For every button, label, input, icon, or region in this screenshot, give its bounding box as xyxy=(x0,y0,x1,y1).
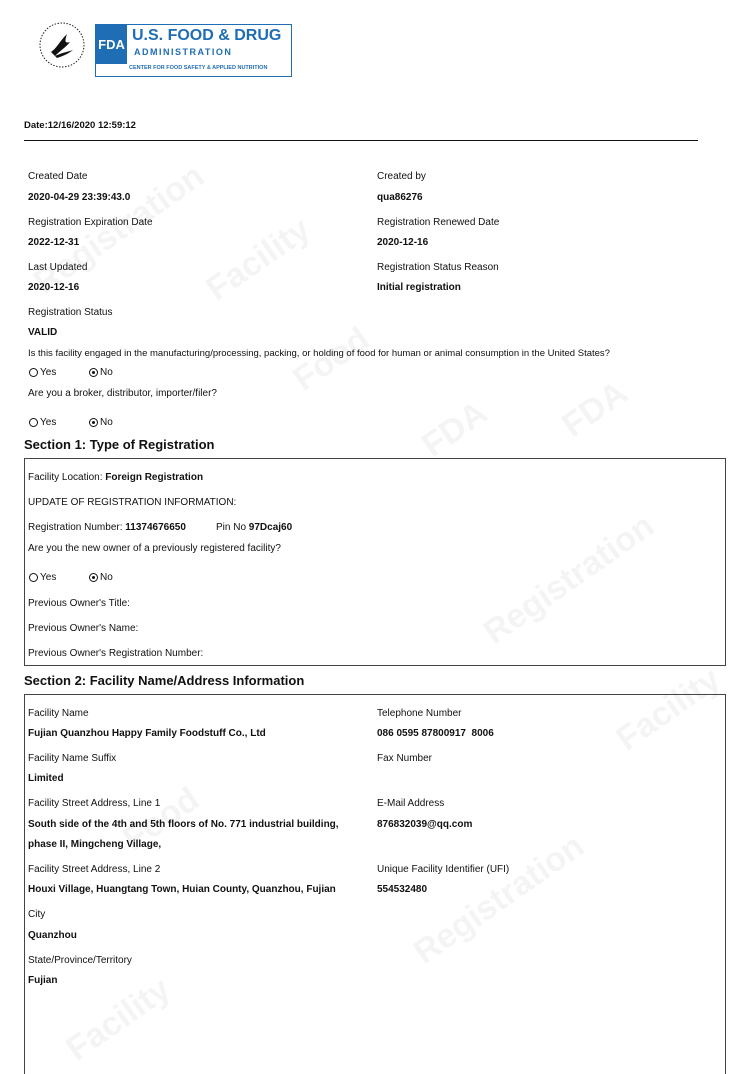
facility-location-label: Facility Location: xyxy=(28,472,103,483)
state-value: Fujian xyxy=(28,975,58,986)
radio-selected-icon xyxy=(89,418,98,427)
status-value: VALID xyxy=(28,327,58,338)
watermark-text xyxy=(415,393,495,465)
city-label: City xyxy=(28,909,46,920)
status-reason-value: Initial registration xyxy=(377,282,461,293)
center-name: CENTER FOR FOOD SAFETY & APPLIED NUTRITION xyxy=(129,65,268,71)
new-owner-question: Are you the new owner of a previously registered facility? xyxy=(28,543,281,554)
radio-label: Yes xyxy=(40,572,57,583)
fda-badge: FDA xyxy=(96,25,127,64)
street1-value-line-b: phase II, Mingcheng Village, xyxy=(28,839,162,850)
pin-label: Pin No xyxy=(216,522,247,533)
prev-owner-name-label: Previous Owner's Name: xyxy=(28,623,139,634)
facility-name-label: Facility Name xyxy=(28,708,89,719)
status-label: Registration Status xyxy=(28,307,113,318)
food-facility-question: Is this facility engaged in the manufacturing/processing, packing, or holding of food for human or animal consumption in the United States? xyxy=(28,348,610,359)
reg-number-value: 11374676650 xyxy=(125,522,186,533)
watermark-text xyxy=(286,320,376,400)
renewed-label: Registration Renewed Date xyxy=(377,217,500,228)
pin-number xyxy=(216,522,292,533)
registration-number xyxy=(28,522,186,533)
ufi-value: 554532480 xyxy=(377,884,428,895)
facility-location xyxy=(28,472,203,483)
report-date: Date:12/16/2020 12:59:12 xyxy=(24,120,136,131)
facility-location-value: Foreign Registration xyxy=(105,472,204,483)
radio-selected-icon xyxy=(89,368,98,377)
section1-box xyxy=(24,458,726,666)
renewed-value: 2020-12-16 xyxy=(377,237,429,248)
street1-label: Facility Street Address, Line 1 xyxy=(28,798,161,809)
radio-label: No xyxy=(100,572,113,583)
food-facility-yes-radio[interactable] xyxy=(29,367,56,378)
radio-label: No xyxy=(100,367,113,378)
radio-unselected-icon xyxy=(29,573,38,582)
created-date-label: Created Date xyxy=(28,171,88,182)
agency-sub: ADMINISTRATION xyxy=(134,47,233,57)
new-owner-no-radio[interactable] xyxy=(89,572,113,583)
header-divider xyxy=(24,140,698,141)
name-suffix-label: Facility Name Suffix xyxy=(28,753,117,764)
radio-label: Yes xyxy=(40,417,57,428)
street2-value: Houxi Village, Huangtang Town, Huian County, Quanzhou, Fujian xyxy=(28,884,336,895)
broker-question: Are you a broker, distributor, importer/filer? xyxy=(28,388,217,399)
section2-title: Section 2: Facility Name/Address Information xyxy=(24,673,305,688)
radio-selected-icon xyxy=(89,573,98,582)
fda-logo xyxy=(95,24,292,77)
watermark-text xyxy=(199,210,317,309)
expiration-label: Registration Expiration Date xyxy=(28,217,153,228)
broker-yes-radio[interactable] xyxy=(29,417,56,428)
prev-owner-title-label: Previous Owner's Title: xyxy=(28,598,130,609)
created-by-value: qua86276 xyxy=(377,192,423,203)
broker-no-radio[interactable] xyxy=(89,417,113,428)
agency-name: U.S. FOOD & DRUG xyxy=(132,27,282,44)
name-suffix-value: Limited xyxy=(28,773,64,784)
radio-unselected-icon xyxy=(29,418,38,427)
radio-label: Yes xyxy=(40,367,57,378)
telephone-label: Telephone Number xyxy=(377,708,462,719)
food-facility-no-radio[interactable] xyxy=(89,367,113,378)
update-heading: UPDATE OF REGISTRATION INFORMATION: xyxy=(28,497,237,508)
pin-value: 97Dcaj60 xyxy=(248,522,293,533)
telephone-value: 086 0595 87800917 8006 xyxy=(377,728,494,739)
ufi-label: Unique Facility Identifier (UFI) xyxy=(377,864,510,875)
radio-label: No xyxy=(100,417,113,428)
reg-number-label: Registration Number: xyxy=(28,522,123,533)
last-updated-label: Last Updated xyxy=(28,262,88,273)
new-owner-yes-radio[interactable] xyxy=(29,572,56,583)
street1-value-line-a: South side of the 4th and 5th floors of No. 771 industrial building, xyxy=(28,819,339,830)
facility-name-value: Fujian Quanzhou Happy Family Foodstuff Co., Ltd xyxy=(28,728,266,739)
expiration-value: 2022-12-31 xyxy=(28,237,80,248)
last-updated-value: 2020-12-16 xyxy=(28,282,80,293)
email-value: 876832039@qq.com xyxy=(377,819,473,830)
state-label: State/Province/Territory xyxy=(28,955,132,966)
email-label: E-Mail Address xyxy=(377,798,445,809)
status-reason-label: Registration Status Reason xyxy=(377,262,499,273)
section1-title: Section 1: Type of Registration xyxy=(24,437,215,452)
fax-label: Fax Number xyxy=(377,753,433,764)
created-by-label: Created by xyxy=(377,171,426,182)
street2-label: Facility Street Address, Line 2 xyxy=(28,864,161,875)
watermark-text xyxy=(555,373,635,445)
radio-unselected-icon xyxy=(29,368,38,377)
prev-owner-reg-label: Previous Owner's Registration Number: xyxy=(28,648,204,659)
city-value: Quanzhou xyxy=(28,930,77,941)
hhs-seal-logo xyxy=(37,20,87,70)
created-date-value: 2020-04-29 23:39:43.0 xyxy=(28,192,131,203)
